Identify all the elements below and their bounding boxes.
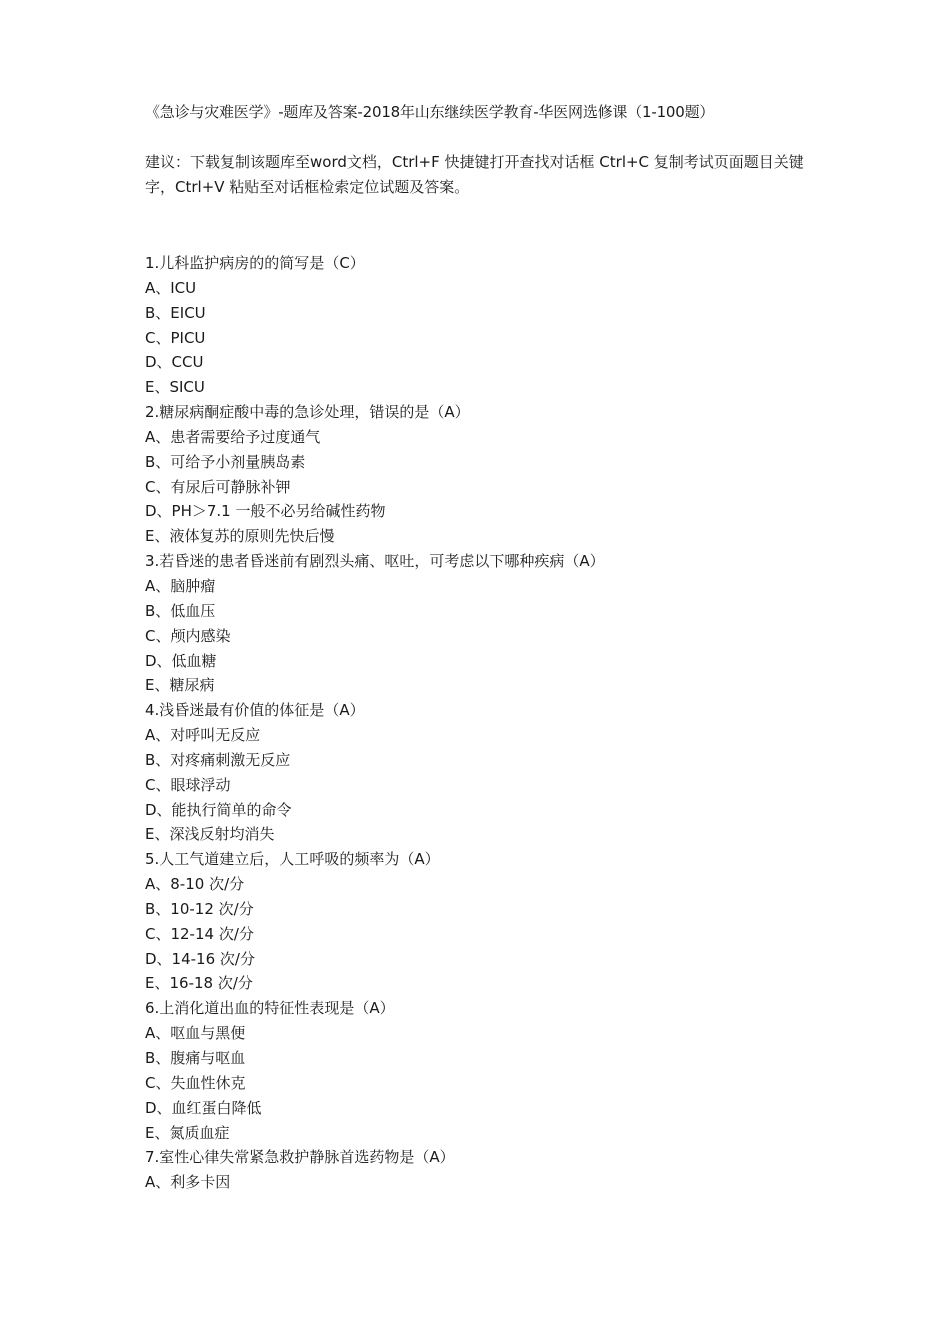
answer-option: A、脑肿瘤 (145, 576, 216, 595)
answer-option: E、糖尿病 (145, 676, 215, 695)
question-stem: 6.上消化道出血的特征性表现是（A） (145, 999, 395, 1018)
answer-option: E、氮质血症 (145, 1123, 230, 1142)
answer-option: B、可给予小剂量胰岛素 (145, 452, 306, 471)
answer-option: E、液体复苏的原则先快后慢 (145, 527, 335, 546)
answer-option: C、12-14 次/分 (145, 924, 254, 943)
question-2 (145, 400, 825, 549)
document-content (145, 100, 825, 1195)
question-6 (145, 996, 825, 1145)
question-stem: 3.若昏迷的患者昏迷前有剧烈头痛、呕吐，可考虑以下哪种疾病（A） (145, 552, 605, 571)
answer-option: D、能执行简单的命令 (145, 800, 292, 819)
question-3 (145, 549, 825, 698)
answer-option: A、ICU (145, 278, 197, 297)
document-title: 《急诊与灾难医学》-题库及答案-2018年山东继续医学教育-华医网选修课（1-100题） (145, 103, 715, 121)
answer-option: D、血红蛋白降低 (145, 1098, 262, 1117)
question-list (145, 251, 825, 1195)
answer-option: B、腹痛与呕血 (145, 1049, 246, 1067)
answer-option: D、PH＞7.1 一般不必另给碱性药物 (145, 502, 386, 521)
question-5 (145, 847, 825, 996)
question-stem: 1.儿科监护病房的的简写是（C） (145, 254, 365, 272)
answer-option: A、8-10 次/分 (145, 875, 245, 894)
question-4 (145, 698, 825, 847)
answer-option: A、呕血与黑便 (145, 1024, 246, 1043)
question-stem: 2.糖尿病酮症酸中毒的急诊处理，错误的是（A） (145, 403, 470, 422)
answer-option: D、14-16 次/分 (145, 949, 255, 968)
answer-option: A、患者需要给予过度通气 (145, 427, 321, 446)
answer-option: E、16-18 次/分 (145, 974, 253, 993)
answer-option: C、PICU (145, 328, 206, 347)
answer-option: A、利多卡因 (145, 1173, 231, 1192)
answer-option: E、SICU (145, 378, 205, 397)
answer-option: B、对疼痛刺激无反应 (145, 750, 291, 769)
question-stem: 5.人工气道建立后，人工呼吸的频率为（A） (145, 850, 440, 869)
question-stem: 7.室性心律失常紧急救护静脉首选药物是（A） (145, 1148, 455, 1167)
question-1 (145, 251, 825, 400)
answer-option: C、颅内感染 (145, 626, 231, 645)
answer-option: A、对呼叫无反应 (145, 726, 261, 745)
advice-paragraph: 建议：下载复制该题库至word文档，Ctrl+F 快捷键打开查找对话框 Ctrl+C 复制考试页面题目关键字，Ctrl+V 粘贴至对话框检索定位试题及答案。 (145, 153, 804, 196)
answer-option: E、深浅反射均消失 (145, 825, 275, 844)
answer-option: D、CCU (145, 353, 204, 372)
answer-option: B、10-12 次/分 (145, 899, 254, 918)
answer-option: C、有尿后可静脉补钾 (145, 477, 291, 496)
answer-option: D、低血糖 (145, 651, 217, 670)
answer-option: B、EICU (145, 303, 206, 322)
answer-option: C、失血性休克 (145, 1073, 246, 1092)
question-stem: 4.浅昏迷最有价值的体征是（A） (145, 701, 365, 720)
answer-option: B、低血压 (145, 601, 216, 620)
question-7 (145, 1145, 825, 1195)
answer-option: C、眼球浮动 (145, 775, 231, 794)
